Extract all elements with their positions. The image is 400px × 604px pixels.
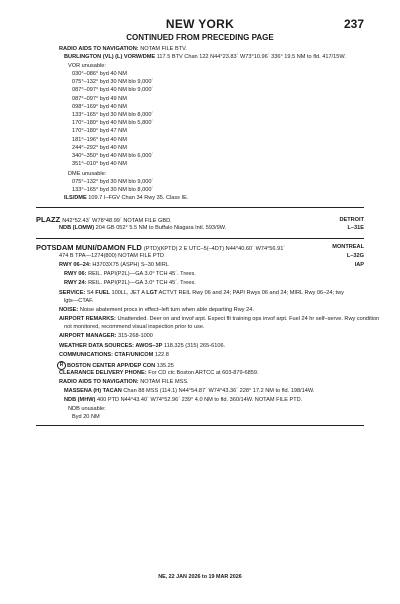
plazz-ndb-line: NDB (LOMW) 204 GB 052° 5.5 NM to Buffalo Niagara Intl. 593/9W. xyxy=(59,225,227,231)
divider-rule xyxy=(36,425,364,426)
potsdam-ndb-line: NDB (MHW) 400 PTD N44°43.40´ W74°52.96´ 239° 4.0 NM to fld. 360/14W. NOTAM FILE PTD. xyxy=(64,397,303,403)
vor-unusable-item: 098°–169° byd 40 NM xyxy=(72,103,127,110)
vor-unusable-item: 030°–086° byd 40 NM xyxy=(72,71,127,77)
vor-unusable-item: 075°–132° byd 30 NM blo 9,000´ xyxy=(72,79,154,86)
page-number: 237 xyxy=(343,17,364,31)
ils-dme-line: ILS/DME 109.7 I–FGV Chan 34 Rwy 35. Class IE. xyxy=(64,195,189,201)
potsdam-service-cont: lgts—CTAF. xyxy=(64,298,94,304)
ndb-unusable-label: NDB unusable: xyxy=(68,406,106,412)
potsdam-chart-ref-3: IAP xyxy=(354,262,364,268)
ndb-unusable-item: Byd 20 NM xyxy=(72,414,100,420)
potsdam-entry: POTSDAM MUNI/DAMON FLD (PTD)(KPTD) 2 E UTC–5(–4DT) N44°40.60´ W74°56.91´ xyxy=(36,243,286,252)
potsdam-noise-line: NOISE: Noise abatement procs in effect–left turn when able departing Rwy 24. xyxy=(59,307,254,313)
potsdam-remarks-cont: not monitored, recommend visual inspection prior to use. xyxy=(64,324,205,330)
dme-unusable-item: 133°–165° byd 30 NM blo 8,000´ xyxy=(72,187,154,193)
potsdam-rwy-line: RWY 06–24: H3703X75 (ASPH) S–30 MIRL xyxy=(59,262,169,268)
potsdam-remarks-line: AIRPORT REMARKS: Unattended. Deer on and invof arpt. Expect flt training ops invof arpt. Fuel 24 hr self–serve. Rwy condition xyxy=(59,316,380,322)
potsdam-radio-aids-line: RADIO AIDS TO NAVIGATION: NOTAM FILE MSS. xyxy=(59,379,189,385)
plazz-chart-ref-1: DETROIT xyxy=(339,217,364,223)
plazz-entry: PLAZZ N42°52.43´ W78°48.99´ NOTAM FILE GBD. xyxy=(36,215,172,224)
vor-unusable-label: VOR unusable: xyxy=(68,63,106,69)
potsdam-service-line: SERVICE: S4 FUEL 100LL, JET A LGT ACTVT REIL Rwy 06 and 24; PAPI Rwys 06 and 24; MIRL Rwy 06–24; twy xyxy=(59,290,344,296)
radio-aids-line: RADIO AIDS TO NAVIGATION: NOTAM FILE BTV. xyxy=(59,46,187,52)
dme-unusable-item: 075°–132° byd 30 NM blo 9,000´ xyxy=(72,179,154,185)
potsdam-chart-ref-2: L–32G xyxy=(346,253,364,259)
effective-dates-footer: NE, 22 JAN 2026 to 19 MAR 2026 xyxy=(158,574,242,580)
vor-unusable-item: 087°–097° byd 40 NM blo 9,000´ xyxy=(72,87,154,94)
potsdam-clearance-line: CLEARANCE DELIVERY PHONE: For CD ctc Boston ARTCC at 603-879-6859. xyxy=(59,370,259,376)
continued-banner: CONTINUED FROM PRECEDING PAGE xyxy=(126,33,274,42)
divider-rule xyxy=(36,238,364,239)
potsdam-manager-line: AIRPORT MANAGER: 315-268-1000 xyxy=(59,333,153,339)
massena-tacan-line: MASSENA (H) TACAN Chan 88 MSS (114.1) N44°54.87´ W74°43.36´ 228° 17.2 NM to fld. 198/14W. xyxy=(64,388,315,394)
potsdam-rwy06-line: RWY 06: REIL. PAPI(P2L)—GA 3.0° TCH 45´. Trees. xyxy=(64,271,196,277)
potsdam-rwy24-line: RWY 24: REIL. PAPI(P2L)—GA 3.0° TCH 45´. Trees. xyxy=(64,280,196,286)
potsdam-comms-line: COMMUNICATIONS: CTAF/UNICOM 122.8 xyxy=(59,352,169,358)
vor-unusable-item: 181°–196° byd 40 NM xyxy=(72,136,127,143)
potsdam-elevation-line: 474 B TPA—1274(800) NOTAM FILE PTD xyxy=(59,253,165,259)
vor-unusable-item: 351°–010° byd 40 NM xyxy=(72,161,127,168)
page-header-title: NEW YORK xyxy=(165,17,235,31)
dme-unusable-label: DME unusable: xyxy=(68,171,107,177)
vor-unusable-item: 087°–097° byd 49 NM xyxy=(72,95,127,102)
burlington-vor-line: BURLINGTON (VL) (L) VORW/DME 117.5 BTV Chan 122 N44°23.83´ W73°10.96´ 336° 19.5 NM to fld. 417/15W. xyxy=(64,54,346,60)
potsdam-weather-line: WEATHER DATA SOURCES: AWOS–3P 118.325 (315) 265-6106. xyxy=(59,343,226,349)
divider-rule xyxy=(36,207,364,208)
vor-unusable-item: 340°–350° byd 40 NM blo 6,000´ xyxy=(72,153,154,159)
vor-unusable-item: 244°–292° byd 40 NM xyxy=(72,144,127,151)
potsdam-boston-center-line: R BOSTON CENTER APP/DEP CON 135.25 xyxy=(57,361,174,370)
vor-unusable-item: 170°–180° byd 47 NM xyxy=(72,128,127,135)
potsdam-chart-ref-1: MONTREAL xyxy=(332,244,364,250)
plazz-chart-ref-2: L–31E xyxy=(347,225,364,231)
vor-unusable-item: 170°–180° byd 40 NM blo 5,800´ xyxy=(72,120,154,127)
vor-unusable-item: 133°–165° byd 30 NM blo 8,000´ xyxy=(72,112,154,118)
radar-circle-icon: R xyxy=(57,361,66,370)
